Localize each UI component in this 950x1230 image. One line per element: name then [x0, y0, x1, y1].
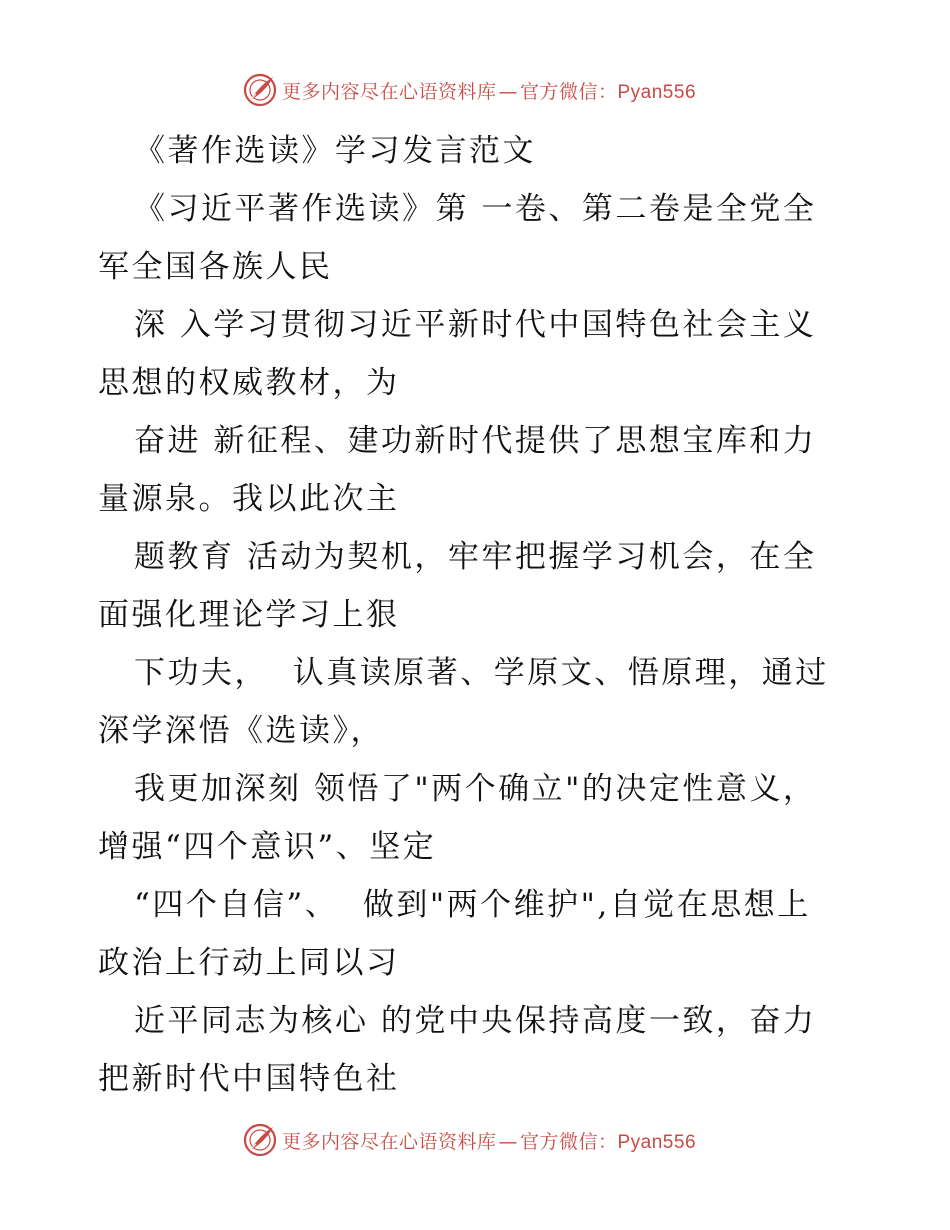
paragraph-line: 《习近平著作选读》第 一卷、第二卷是全党全	[134, 191, 817, 227]
paragraph-line: 把新时代中国特色社	[98, 1061, 400, 1097]
paragraph-line: 政治上行动上同以习	[98, 945, 400, 981]
footer-banner-text	[282, 1127, 696, 1154]
paragraph-line: 深学深悟《选读》，	[98, 713, 384, 749]
header-banner	[0, 70, 950, 110]
paragraph-line: 量源泉。我以此次主	[98, 481, 400, 517]
document-body	[98, 122, 858, 1108]
paragraph-line: 我更加深刻 领悟了"两个确立"的决定性意义，	[134, 771, 817, 807]
header-wechat-id: Pyan556	[617, 81, 697, 103]
paragraph-line: 下功夫， 认真读原著、学原文、悟原理，通过	[134, 655, 829, 691]
paragraph-line: 面强化理论学习上狠	[98, 597, 400, 633]
paragraph-line: 军全国各族人民	[98, 249, 333, 285]
quill-logo-icon	[242, 72, 278, 108]
footer-banner	[0, 1120, 950, 1160]
footer-banner-content	[242, 1122, 696, 1158]
footer-wechat-id: Pyan556	[617, 1131, 697, 1153]
document-title: 《著作选读》学习发言范文	[134, 133, 536, 169]
footer-banner-title: 更多内容尽在心语资料库	[281, 1130, 497, 1153]
header-wechat-label: 官方微信：	[519, 80, 618, 103]
paragraph-line: 奋进 新征程、建功新时代提供了思想宝库和力	[134, 423, 817, 459]
paragraph-line: 增强“四个意识”、坚定	[98, 829, 437, 865]
footer-wechat-label: 官方微信：	[519, 1130, 618, 1153]
paragraph-line: 近平同志为核心 的党中央保持高度一致，奋力	[134, 1003, 817, 1039]
header-banner-title: 更多内容尽在心语资料库	[281, 80, 497, 103]
paragraph-line: “四个自信”、 做到"两个维护",自觉在思想上	[134, 887, 811, 923]
paragraph-line: 思想的权威教材，为	[98, 365, 400, 401]
footer-banner-dash: —	[498, 1130, 518, 1153]
header-banner-content	[242, 72, 696, 108]
header-banner-dash: —	[498, 80, 518, 103]
quill-logo-icon	[242, 1122, 278, 1158]
header-banner-text	[282, 77, 696, 104]
paragraph-line: 深 入学习贯彻习近平新时代中国特色社会主义	[134, 307, 817, 343]
paragraph-line: 题教育 活动为契机，牢牢把握学习机会，在全	[134, 539, 817, 575]
